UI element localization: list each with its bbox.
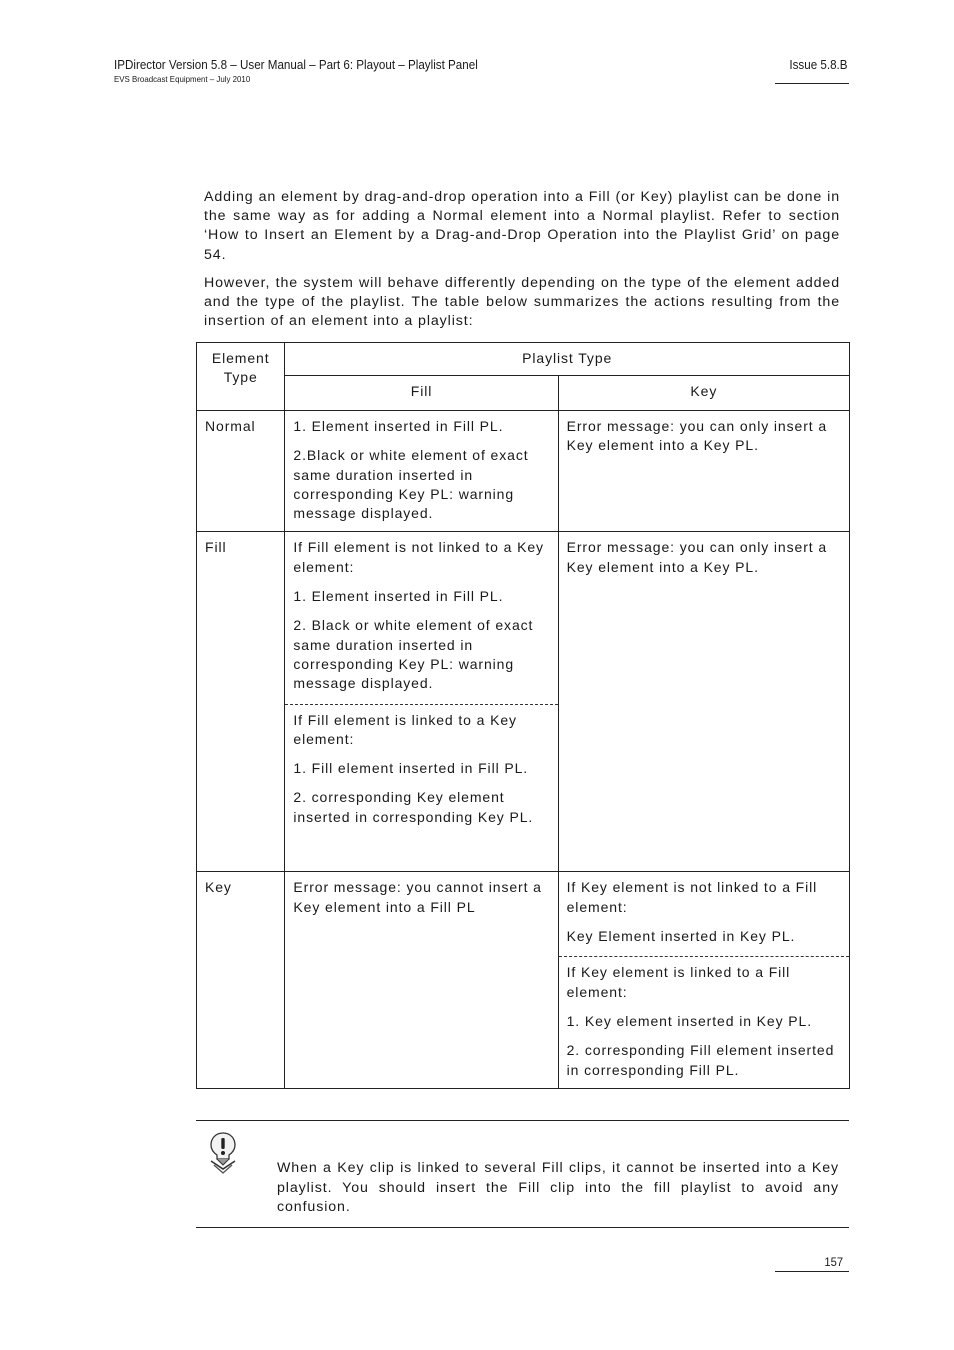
row-label-key: Key [197,872,285,1088]
dashed-divider: If Fill element is linked to a Key element: 1. Fill element inserted in Fill PL. 2. corresponding Key element inserted in corresponding Key PL. [285,704,557,827]
summary-paragraph: However, the system will behave differently depending on the type of the element added and the type of the playlist. The table below summarizes the actions resulting from the insertion of an element into a playlist: [204,275,840,330]
header-title: IPDirector Version 5.8 – User Manual – Part 6: Playout – Playlist Panel [114,58,478,72]
intro-paragraph: Adding an element by drag-and-drop operation into a Fill (or Key) playlist can be done in the same way as for adding a Normal element into a Normal playlist. Refer to section ‘How to Insert an Element by a Drag-and-Drop Operation into the Playlist Grid’ on page 54. [204,189,840,263]
header-key: Key [558,376,849,411]
table-row [197,411,850,532]
header-fill: Fill [285,376,558,411]
cell-fill-key: Error message: you can only insert a Key element into a Key PL. [558,532,849,872]
footer-rule [775,1271,849,1272]
cell-normal-key: Error message: you can only insert a Key element into a Key PL. [558,411,849,532]
note-top-rule [196,1120,849,1121]
note-icon [206,1131,240,1175]
table-row [197,532,850,872]
cell-key-key: If Key element is not linked to a Fill element: Key Element inserted in Key PL. If Key element is linked to a Fill element: 1. Key element inserted in Key PL. 2. corresponding Fill element inserted in corresponding Fill PL. [558,872,849,1088]
page-header [114,57,505,85]
dashed-divider: If Key element is linked to a Fill element: 1. Key element inserted in Key PL. 2. corresponding Fill element inserted in corresponding Fill PL. [559,956,849,1079]
table-row [197,872,850,1088]
cell-normal-fill: 1. Element inserted in Fill PL. 2.Black or white element of exact same duration inserted in corresponding Key PL: warning message displayed. [285,411,558,532]
cell-key-fill: Error message: you cannot insert a Key element into a Fill PL [285,872,558,1088]
note-text: When a Key clip is linked to several Fill clips, it cannot be inserted into a Key playlist. You should insert the Fill clip into the fill playlist to avoid any confusion. [277,1160,839,1215]
note-bottom-rule [196,1227,849,1228]
row-label-normal: Normal [197,411,285,532]
cell-fill-fill: If Fill element is not linked to a Key element: 1. Element inserted in Fill PL. 2. Black or white element of exact same duration inserted in corresponding Key PL: warning message displayed. If Fill element is linked to a Key element: 1. Fill element inserted in Fill PL. 2. corresponding Key element inserted in corresponding Key PL. [285,532,558,872]
header-element-type: Element Type [197,343,285,411]
playlist-behavior-table [196,342,850,1089]
row-label-fill: Fill [197,532,285,872]
header-issue: Issue 5.8.B [789,58,848,72]
page-number: 157 [824,1255,843,1269]
header-playlist-type: Playlist Type [285,343,850,376]
header-rule [775,83,849,84]
header-subtitle: EVS Broadcast Equipment – July 2010 [114,74,251,84]
